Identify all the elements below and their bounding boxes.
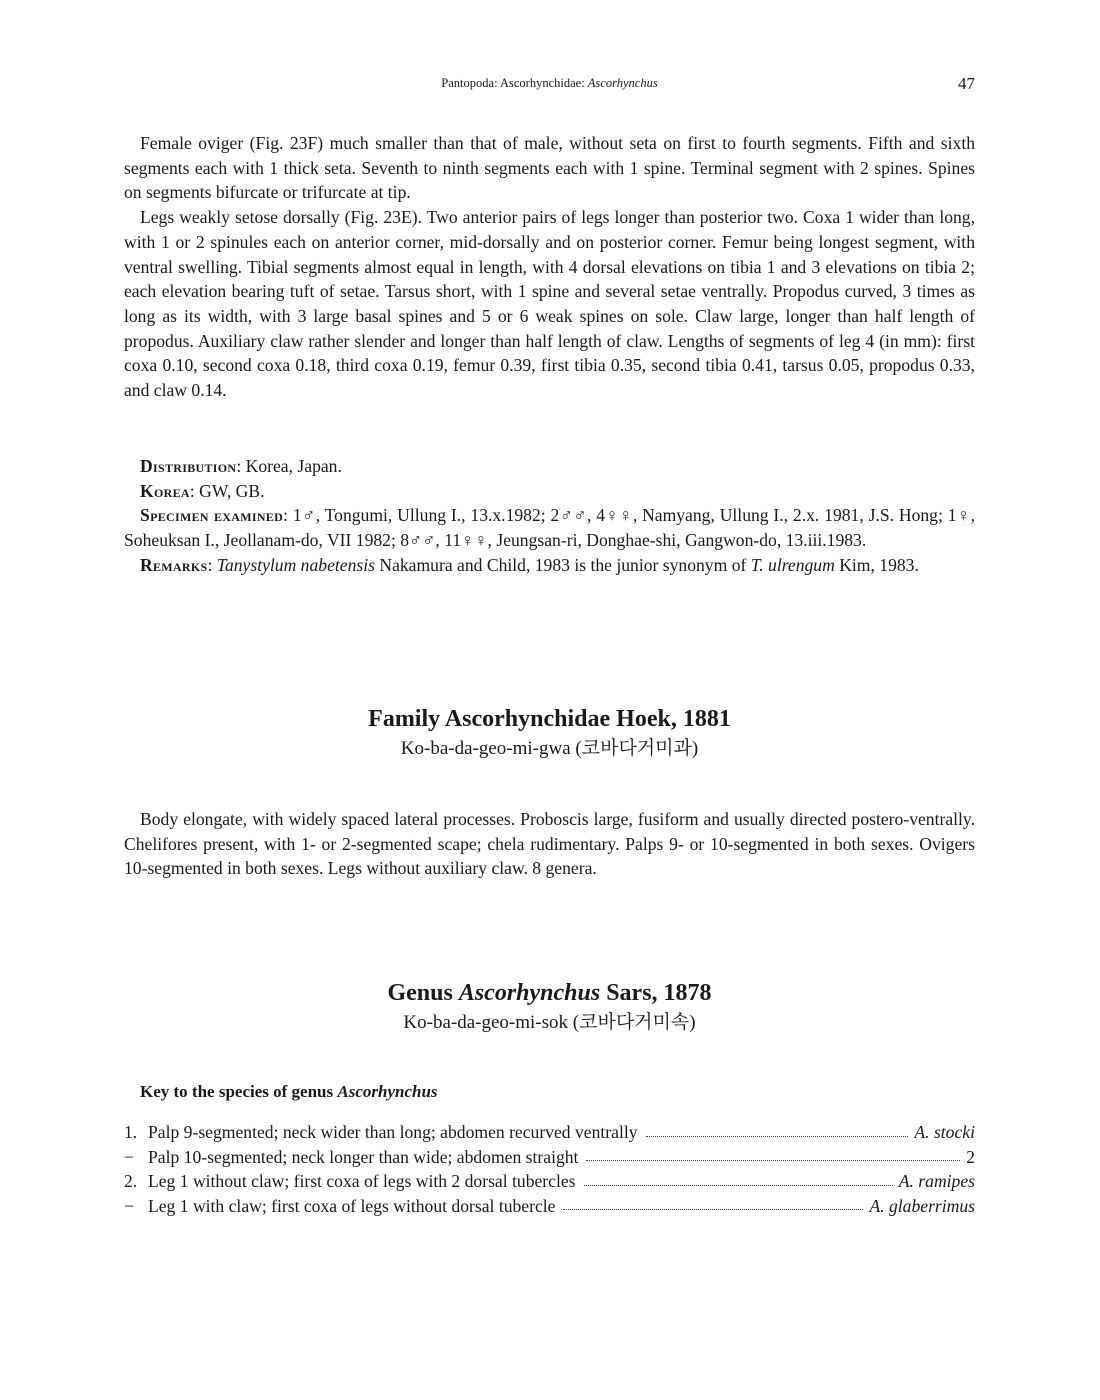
running-head-text: Pantopoda: Ascorhynchidae: — [441, 76, 588, 90]
distribution-value: Korea, Japan. — [245, 456, 342, 476]
distribution-line: Distribution: Korea, Japan. — [140, 456, 342, 476]
specimen-value: 1♂, Tongumi, Ullung I., 13.x.1982; 2♂♂, 4♀♀, Namyang, Ullung I., 2.x. 1981, J.S. Hong; 1♀, Soheuksan I., Jeollanam-do, VII 1982; 8♂♂, 11♀♀, Jeungsan-ri, Donghae-shi, Gangwon-do, 13.iii.1983. — [124, 505, 975, 551]
key-heading-text: Key to the species of genus — [140, 1082, 338, 1101]
specimen-label: Specimen examined — [140, 505, 284, 526]
distribution-label: Distribution — [140, 456, 237, 476]
key-entry-result: 2 — [966, 1146, 975, 1167]
remarks-species-2: T. ulrengum — [750, 554, 835, 575]
key-entry-result: A. ramipes — [898, 1171, 975, 1191]
genus-korean-name: Ko-ba-da-geo-mi-sok (코바다거미속) — [403, 1012, 696, 1033]
species-records — [124, 454, 975, 578]
genus-title — [124, 977, 975, 1009]
key-entry-number: 1. — [124, 1122, 138, 1142]
key-leader-dots — [563, 1209, 863, 1210]
key-entry-text: Palp 10-segmented; neck longer than wide; abdomen straight — [148, 1146, 579, 1167]
species-description — [124, 131, 975, 403]
key-heading — [140, 1082, 438, 1102]
running-head-genus: Ascorhynchus — [587, 76, 658, 90]
legs-paragraph: Legs weakly setose dorsally (Fig. 23E). Two anterior pairs of legs longer than posterior two. Coxa 1 wider than long, with 1 or 2 spinules each on anterior corner, mid-dorsally and on posterior corner. Femur being longest segment, with ventral swelling. Tibial segments almost equal in length, with 4 dorsal elevations on tibia 1 and 3 elevations on tibia 2; each elevation bearing tuft of setae. Tarsus short, with 1 spine and several setae ventrally. Propodus curved, 3 times as long as its width, with 3 large basal spines and 5 or 6 weak spines on sole. Claw large, longer than half length of propodus. Auxiliary claw rather slender and longer than half length of claw. Lengths of segments of leg 4 (in mm): first coxa 0.10, second coxa 0.18, third coxa 0.19, femur 0.39, first tibia 0.35, second tibia 0.41, tarsus 0.05, propodus 0.33, and claw 0.14. — [124, 207, 975, 401]
key-entry — [124, 1147, 975, 1172]
species-key — [124, 1122, 975, 1220]
female-oviger-paragraph: Female oviger (Fig. 23F) much smaller than that of male, without seta on first to fourth segments. Fifth and sixth segments each with 1 thick seta. Seventh to ninth segments each with 1 spine. Terminal segment with 2 spines. Spines on segments bifurcate or trifurcate at tip. — [124, 133, 975, 203]
family-description-block — [124, 807, 975, 881]
remarks-line: Remarks: Tanystylum nabetensis Nakamura and Child, 1983 is the junior synonym of T. ulrengum Kim, 1983. — [140, 554, 919, 575]
key-entry-number: − — [124, 1146, 134, 1167]
running-head — [124, 76, 975, 91]
key-leader-dots — [646, 1136, 909, 1137]
remarks-text-1: Nakamura and Child, 1983 is the junior synonym of — [374, 554, 751, 575]
genus-title-name: Ascorhynchus — [458, 980, 601, 1006]
family-korean-name: Ko-ba-da-geo-mi-gwa (코바다거미과) — [400, 738, 699, 759]
key-entry-result: A. stocki — [914, 1122, 975, 1142]
key-leader-dots — [584, 1185, 893, 1186]
korea-label: Korea — [140, 480, 190, 501]
family-description: Body elongate, with widely spaced lateral processes. Proboscis large, fusiform and usually directed postero-ventrally. Chelifores present, with 1- or 2-segmented scape; chela rudimentary. Palps 9- or 10-segmented in both sexes. Ovigers 10-segmented in both sexes. Legs without auxiliary claw. 8 genera. — [124, 809, 975, 879]
key-entry-number: 2. — [124, 1171, 138, 1191]
genus-title-suffix: Sars, 1878 — [600, 980, 712, 1006]
remarks-text-2: Kim, 1983. — [834, 554, 919, 575]
specimen-line: Specimen examined: 1♂, Tongumi, Ullung I., 13.x.1982; 2♂♂, 4♀♀, Namyang, Ullung I., 2.x. 1981, J.S. Hong; 1♀, Soheuksan I., Jeollanam-do, VII 1982; 8♂♂, 11♀♀, Jeungsan-ri, Donghae-shi, Gangwon-do, 13.iii.1983. — [124, 505, 975, 551]
page-header — [124, 76, 975, 98]
key-entry — [124, 1122, 975, 1147]
key-entry-result: A. glaberrimus — [869, 1195, 975, 1216]
key-entry-number: − — [124, 1195, 134, 1216]
family-heading — [124, 703, 975, 763]
genus-heading — [124, 977, 975, 1037]
key-entry — [124, 1171, 975, 1196]
korea-value: GW, GB. — [199, 480, 265, 501]
key-leader-dots — [586, 1160, 960, 1161]
key-entry-text: Leg 1 with claw; first coxa of legs without dorsal tubercle — [148, 1195, 556, 1216]
genus-title-prefix: Genus — [387, 980, 459, 1006]
page-number: 47 — [958, 74, 975, 93]
key-entry — [124, 1196, 975, 1221]
key-entry-text: Leg 1 without claw; first coxa of legs with 2 dorsal tubercles — [148, 1171, 576, 1191]
remarks-label: Remarks — [140, 554, 208, 575]
key-entry-text: Palp 9-segmented; neck wider than long; abdomen recurved ventrally — [148, 1122, 638, 1142]
family-title: Family Ascorhynchidae Hoek, 1881 — [368, 706, 731, 732]
key-heading-genus: Ascorhynchus — [337, 1082, 438, 1101]
korea-line: Korea: GW, GB. — [140, 480, 265, 501]
remarks-species-1: Tanystylum nabetensis — [216, 554, 375, 575]
